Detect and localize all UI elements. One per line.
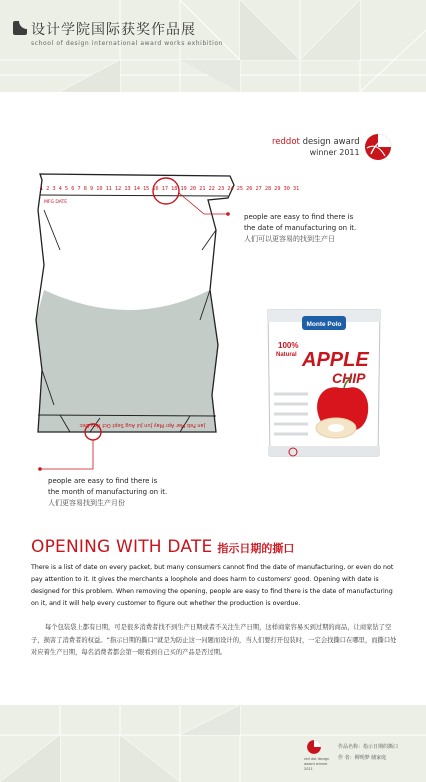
month-callout-en: people are easy to find there is the month of manufacturing on it. <box>48 477 168 496</box>
section-heading <box>31 537 294 557</box>
description-cn: 每个包装袋上都有日期，可是很多消费者找不到生产日期或者不关注生产日期，这样商家容易买到过期的商品，让商家钻了空子，损害了消费者的权益。“指示日期的撕口”就是为防止这一问题而设计的，当人们要打开包装时，一定会找撕口在哪里，而撕口处对应着生产日期，每名消费者都会第一眼看到自己买的产品是否过期。 <box>31 624 397 656</box>
footer-work-author: 作 者：柳明梦 储家庭 <box>338 755 387 761</box>
date-callout-cn: 人们可以更容易的找到生产日 <box>244 235 335 243</box>
month-callout-cn: 人们更容易找到生产月份 <box>48 499 125 507</box>
reddot-logo-icon <box>361 130 395 164</box>
footer-work-title: 作品名称：指示日期的撕口 <box>338 744 399 750</box>
packet-brand: Monte Polo <box>306 321 342 328</box>
footer-work-info <box>338 742 398 764</box>
section-heading-cn: 指示日期的撕口 <box>217 542 295 555</box>
header-band <box>0 0 426 92</box>
reddot-award-label <box>272 137 360 157</box>
footer-reddot-logo-icon <box>305 738 323 756</box>
mfg-date-label: MFG DATE <box>44 200 68 205</box>
award-winner-year: winner 2011 <box>309 148 360 157</box>
top-seal-line <box>40 195 228 196</box>
bag-contents-shade <box>36 290 218 432</box>
section-heading-en: OPENING WITH DATE <box>31 537 213 557</box>
month-callout-text <box>48 476 168 509</box>
date-number-strip: 1 2 3 4 5 6 7 8 9 10 11 12 13 14 15 16 17 18 19 20 21 22 23 24 25 26 27 28 29 30 31 <box>40 186 300 192</box>
packet-name-chip: CHIP <box>332 370 366 386</box>
description-en: There is a list of date on every packet, but many consumers cannot find the date of manufacturing, or even do not pay attention to it. It gives the merchants a loophole and does harm to customers' good. Opening with date is designed for this problem. When removing the opening, people are easy to find there is the date of manufacturing on it, and it will help every customer to figure out whether the production is overdue. <box>31 564 394 607</box>
packet-name-apple: APPLE <box>302 349 369 371</box>
date-callout-en: people are easy to find there is the date of manufacturing on it. <box>244 213 357 232</box>
award-brand-rest: design award <box>299 137 360 147</box>
packet-natural: Natural <box>276 352 297 358</box>
apple-chip-packet <box>264 306 384 462</box>
footer-logo-text: red dot design award winner 2011 <box>304 757 330 771</box>
packet-pct: 100% <box>278 341 299 350</box>
month-strip: Jan Feb Mar Apr May Jun Jul Aug Sept Oct Nov Dec <box>79 422 205 428</box>
exhibition-logo-icon <box>13 21 27 35</box>
date-callout-text <box>244 212 364 245</box>
exhibition-title-cn: 设计学院国际获奖作品展 <box>31 22 196 38</box>
award-brand-red: reddot <box>272 137 300 147</box>
exhibition-title-en: school of design international award works exhibition <box>31 40 224 47</box>
